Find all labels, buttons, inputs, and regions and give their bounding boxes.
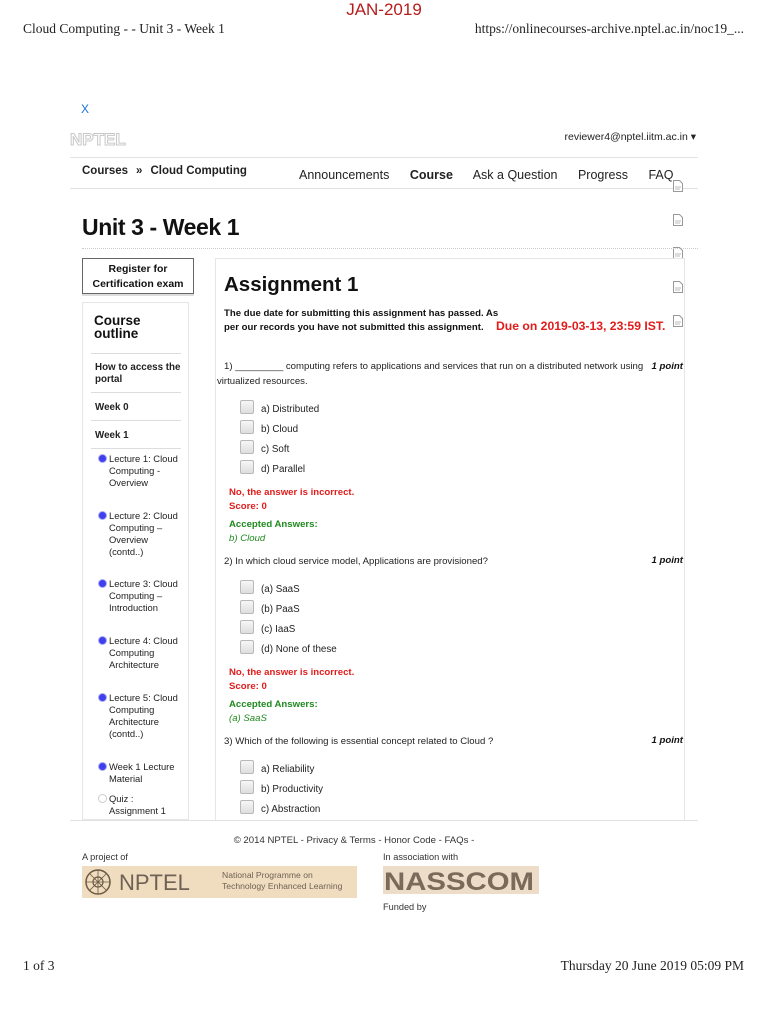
print-datetime: Thursday 20 June 2019 05:09 PM bbox=[560, 958, 744, 973]
page-title: Unit 3 - Week 1 bbox=[82, 214, 240, 240]
option-label: (d) None of these bbox=[261, 644, 337, 655]
title-divider bbox=[82, 248, 698, 249]
due-date: Due on 2019-03-13, 23:59 IST. bbox=[496, 319, 666, 333]
completed-dot-icon bbox=[99, 455, 106, 462]
accepted-answers-label: Accepted Answers: bbox=[229, 519, 318, 530]
breadcrumb-course[interactable]: Cloud Computing bbox=[150, 165, 247, 177]
user-menu[interactable]: reviewer4@nptel.iitm.ac.in ▾ bbox=[564, 131, 696, 143]
outline-divider bbox=[91, 448, 181, 449]
option-label: a) Distributed bbox=[261, 404, 320, 415]
lecture-label: Lecture 3: Cloud Computing – Introduction bbox=[109, 578, 178, 613]
checkbox-icon[interactable] bbox=[240, 440, 254, 454]
lecture-label: Lecture 4: Cloud Computing Architecture bbox=[109, 635, 178, 670]
breadcrumb-courses[interactable]: Courses bbox=[82, 165, 129, 177]
completed-dot-icon bbox=[99, 512, 106, 519]
completed-dot-icon bbox=[99, 763, 106, 770]
nav-divider bbox=[70, 188, 698, 189]
nav-announcements[interactable]: Announcements bbox=[299, 168, 390, 182]
accepted-answers-label: Accepted Answers: bbox=[229, 699, 318, 710]
question-points: 1 point bbox=[651, 735, 683, 746]
completed-dot-icon bbox=[99, 637, 106, 644]
checkbox-icon[interactable] bbox=[240, 400, 254, 414]
breadcrumb bbox=[82, 165, 247, 177]
checkbox-icon[interactable] bbox=[240, 620, 254, 634]
footer-links[interactable]: © 2014 NPTEL - Privacy & Terms - Honor Code - FAQs - bbox=[233, 835, 475, 846]
option-label: b) Cloud bbox=[261, 424, 299, 435]
course-nav bbox=[299, 168, 690, 182]
outline-link-portal-help[interactable]: How to access the portal bbox=[95, 362, 181, 385]
pdf-file-icon bbox=[673, 214, 683, 226]
checkbox-icon[interactable] bbox=[240, 760, 254, 774]
print-page-number: 1 of 3 bbox=[23, 958, 55, 973]
question-points: 1 point bbox=[651, 555, 683, 566]
completed-dot-icon bbox=[99, 694, 106, 701]
option-label: b) Productivity bbox=[261, 784, 324, 795]
svg-text:NPTEL: NPTEL bbox=[119, 870, 190, 895]
outline-divider bbox=[91, 353, 181, 354]
lecture-label: Lecture 2: Cloud Computing – Overview (contd..) bbox=[109, 510, 178, 557]
breadcrumb-separator: » bbox=[136, 165, 143, 177]
nav-progress[interactable]: Progress bbox=[577, 168, 628, 182]
nptel-tagline: National Programme on Technology Enhanced Learning bbox=[222, 870, 343, 891]
checkbox-icon[interactable] bbox=[240, 640, 254, 654]
option-label: d) Parallel bbox=[261, 464, 306, 475]
option-label: c) Soft bbox=[261, 444, 290, 455]
nav-faq[interactable]: FAQ bbox=[648, 168, 674, 182]
lecture-label: Week 1 Lecture Material bbox=[109, 761, 175, 784]
nptel-logo[interactable] bbox=[70, 130, 144, 148]
svg-text:NPTEL: NPTEL bbox=[70, 130, 126, 148]
question-text: 1) _________ computing refers to applications and services that run on a distributed network using virtualized resources. bbox=[217, 361, 644, 387]
score: Score: 0 bbox=[229, 501, 267, 512]
svg-text:NASSCOM: NASSCOM bbox=[384, 868, 534, 894]
option-label: c) Abstraction bbox=[261, 804, 321, 815]
accepted-answer: (a) SaaS bbox=[229, 713, 267, 724]
outline-divider bbox=[91, 420, 181, 421]
print-stamp: JAN-2019 bbox=[346, 0, 422, 19]
checkbox-icon[interactable] bbox=[240, 580, 254, 594]
nasscom-footer-logo[interactable] bbox=[383, 866, 539, 894]
option-label: (a) SaaS bbox=[261, 584, 300, 595]
question-text: 3) Which of the following is essential concept related to Cloud ? bbox=[224, 736, 494, 747]
score: Score: 0 bbox=[229, 681, 267, 692]
question-points: 1 point bbox=[651, 361, 683, 372]
option-label: a) Reliability bbox=[261, 764, 315, 775]
due-passed-notice: The due date for submitting this assignment has passed. As per our records you have not submitted this assignment. bbox=[224, 308, 499, 333]
register-certification-button[interactable]: Register for Certification exam bbox=[82, 258, 194, 294]
question-text: 2) In which cloud service model, Applications are provisioned? bbox=[224, 556, 488, 567]
close-link[interactable]: X bbox=[81, 102, 90, 116]
nav-ask-question[interactable]: Ask a Question bbox=[472, 168, 558, 182]
footer-divider bbox=[70, 820, 698, 821]
lecture-label: Lecture 1: Cloud Computing - Overview bbox=[109, 453, 178, 488]
header-divider bbox=[70, 157, 698, 158]
pdf-file-icon bbox=[673, 180, 683, 192]
option-label: (b) PaaS bbox=[261, 604, 300, 615]
association-label: In association with bbox=[383, 852, 459, 862]
checkbox-icon[interactable] bbox=[240, 460, 254, 474]
nav-course[interactable]: Course bbox=[409, 168, 453, 182]
outline-link-week-0[interactable]: Week 0 bbox=[95, 402, 129, 413]
outline-divider bbox=[91, 392, 181, 393]
print-url: https://onlinecourses-archive.nptel.ac.in/noc19_... bbox=[474, 21, 744, 36]
checkbox-icon[interactable] bbox=[240, 420, 254, 434]
project-of-label: A project of bbox=[82, 852, 128, 862]
incorrect-feedback: No, the answer is incorrect. bbox=[229, 667, 355, 678]
completed-dot-icon bbox=[99, 580, 106, 587]
assignment-title: Assignment 1 bbox=[224, 273, 359, 296]
funded-by-label: Funded by bbox=[383, 902, 427, 912]
option-label: (c) IaaS bbox=[261, 624, 296, 635]
checkbox-icon[interactable] bbox=[240, 800, 254, 814]
print-title: Cloud Computing - - Unit 3 - Week 1 bbox=[23, 21, 225, 36]
incorrect-feedback: No, the answer is incorrect. bbox=[229, 487, 355, 498]
accepted-answer: b) Cloud bbox=[229, 533, 266, 544]
nptel-emblem-icon bbox=[86, 870, 110, 894]
course-outline-title: Course outline bbox=[94, 313, 141, 341]
checkbox-icon[interactable] bbox=[240, 780, 254, 794]
lecture-label: Lecture 5: Cloud Computing Architecture (contd..) bbox=[109, 692, 178, 739]
nptel-footer-logo[interactable] bbox=[82, 866, 357, 898]
incomplete-dot-icon bbox=[99, 795, 106, 802]
checkbox-icon[interactable] bbox=[240, 600, 254, 614]
lecture-label: Quiz : Assignment 1 bbox=[109, 793, 166, 816]
outline-link-week-1[interactable]: Week 1 bbox=[95, 430, 129, 441]
